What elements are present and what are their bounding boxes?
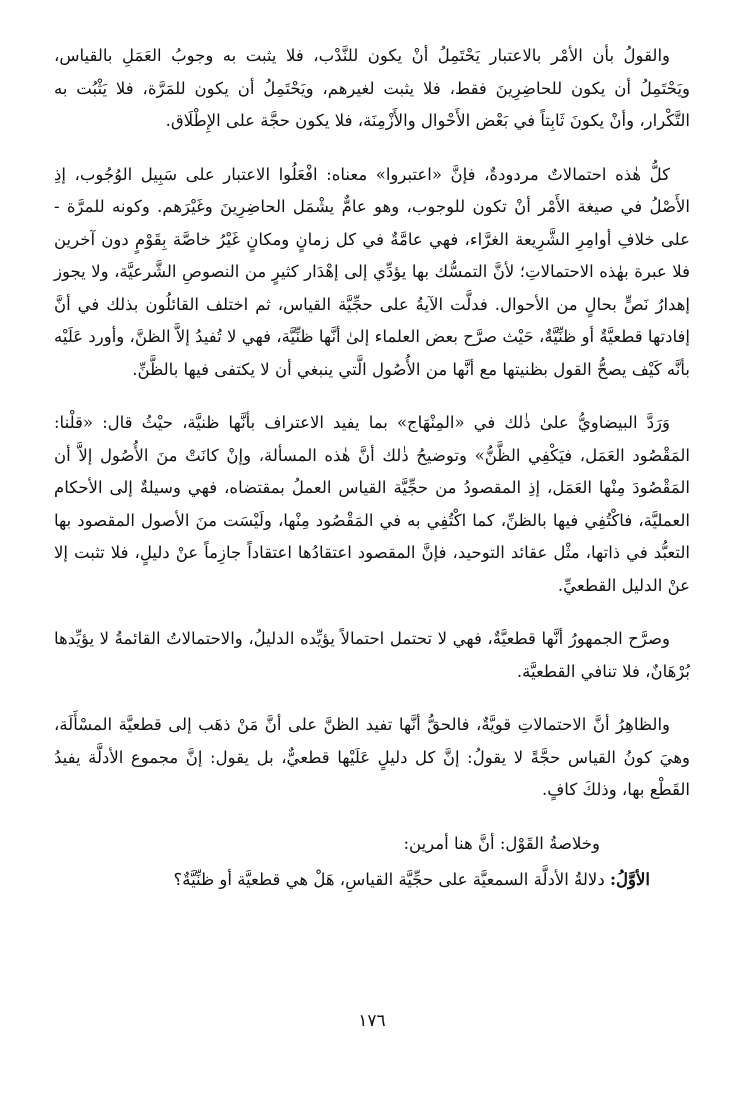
paragraph-3: وَرَدَّ البيضاويُّ علىٰ ذٰلك في «المِنْهَاج» بما يفيد الاعتراف بأنَّها ظنيَّة، حيْثُ قال: «قلْنا: المَقْصُود العَمَل، فيَكْفِي الظَّنُّ» وتوضيحُ ذٰلك أنَّ هٰذه المسألة، وإنْ كانَتْ منَ الأُصُول إلاَّ أن المَقْصُودَ مِنْها العَمَل، إذِ المقصودُ من حجِّيَّة القياس العملُ بمقتضاه، فهي وسيلةٌ إلى الأحكام العمليَّة، فاكْتُفِي فيها بالظنِّ، كما اكْتُفِي به في المَقْصُود مِنْها، ولَيْسَت منَ الأصول المقصود بها التعبُّد في ذاتها، مثْل عقائد التوحيد، فإنَّ المقصود اعتقادُها اعتقاداً جازِماً عنْ دليلٍ، فلا تثبت إلا عنْ الدليل القطعيِّ.	[54, 413, 690, 595]
page-number: ١٧٦	[358, 1011, 386, 1031]
paragraph-5: والظاهِرُ أنَّ الاحتمالاتِ قويَّةٌ، فالحقُّ أنَّها تفيد الظنَّ على أنَّ مَنْ ذهَب إلى قطعيَّة المسْأَلَة، وهيَ كونُ القياس حجَّةً لا يقولُ: إنَّ كل دليلٍ عَلَيْها قطعيٌّ، بل يقول: إنَّ مجموع الأدلَّة يفيدُ القَطْع بها، وذلكَ كافٍ.	[54, 715, 690, 799]
summary-line: وخلاصةُ القَوْل: أنَّ هنا أمرين:	[403, 833, 600, 853]
paragraph-1: والقولُ بأن الأمْر بالاعتبار يَحْتَمِلُ أنْ يكون للنَّدْب، فلا يثبت به وجوبُ العَمَلِ بالقياس، ويَحْتَمِلُ أن يكون للحاضِرِينَ فقط، فلا يثبت لغيرهم، ويَحْتَمِلُ أن يكون للمَرَّة، فلا يَثْبُت به التَّكْرار، وأنْ يكونَ ثَابِتاً في بَعْض الأَحْوال والأَزْمِنَة، فلا يكون حجَّة على الإِطْلَاق.	[54, 46, 690, 130]
first-item-lead: الأوَّلُ:	[609, 870, 650, 889]
first-item	[54, 864, 690, 897]
paragraph-2: كلُّ هٰذه احتمالاتٌ مردودةٌ، فإنَّ «اعتبروا» معناه: افْعَلُوا الاعتبار على سَبِيل الوُجُوب، إذِ الأَصْلُ في صيغة الأَمْر أنْ تكون للوجوب، وهو عامٌّ يشْمَل الحاضِرِينَ وغَيْرَهم. وكونه للمرَّة - على خلافِ أوامِرِ الشَّرِيعة الغرَّاء، فهي عامَّةٌ في كل زمانٍ ومكانٍ غَيْرُ خاصَّة بِقَوْمٍ دون آخرين فلا عبرة بهٰذه الاحتمالاتِ؛ لأنَّ التمسُّك بها يؤدِّي إلى إهْدَار كثيرٍ من النصوصِ الشَّرعيَّة، ولا يجوز إهدارُ نَصٍّ بحالٍ من الأحوال. فدلَّت الآيةُ على حجِّيَّة القياس، ثم اختلف القائلُون بذلك في أنَّ إفادتها قطعيَّةٌ أو ظنِّيَّةٌ، حَيْث صرَّح بعض العلماء إلىٰ أنَّها ظنِّيَّة، فهي لا تُفيدُ إلاَّ الظنَّ، وأورد عَلَيْه بأنَّه كَيْف يصحُّ القول بظنيتها مع أنَّها من الأُصُول الَّتي ينبغي أن لا يكتفى فيها بالظَّنِّ.	[54, 164, 690, 379]
paragraph-4: وصرَّح الجمهورُ أنَّها قطعيَّةٌ، فهي لا تحتمل احتمالاً يؤيِّده الدليلُ، والاحتمالاتُ القائمةُ لا يؤيِّدها بُرْهَانٌ، فلا تنافي القطعيَّة.	[54, 629, 690, 681]
first-item-text: دلالةُ الأدلَّة السمعيَّة على حجِّيَّة القياسِ، هَلْ هي قطعيَّة أو ظنِّيَّةٌ؟	[173, 870, 605, 889]
book-page	[54, 40, 690, 1093]
